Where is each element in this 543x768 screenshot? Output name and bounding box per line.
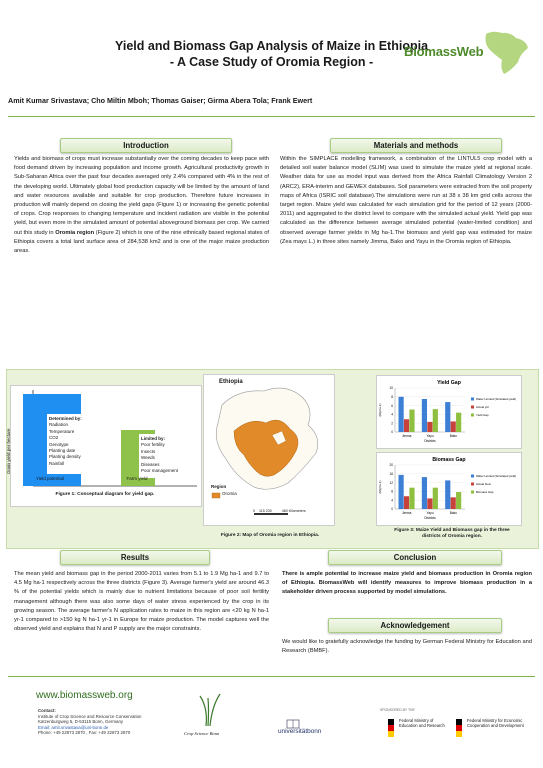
limited-by-title: Limited by: bbox=[141, 436, 166, 441]
contact-title: Contact: bbox=[38, 708, 56, 713]
y-tick-label: 8 bbox=[391, 489, 393, 494]
determined-by-item: Genotype bbox=[49, 441, 69, 447]
introduction-body: Yields and biomass of crops must increase substantially over the coming decades to keep pace with food demand driven by increasing population and income growth. Agricultural productivity growth in Sub-Saharan Africa over the past four decades averaged only 2.4% compared with 4% in the rest of the developing world. Ultimately global food production capacity will be limited by the amount of land and water resources available and suitable for crop production. Therefore future increases in production will mainly depend on closing the yield gaps (Figure 1) or increasing the genetic potential of crops. Crop responses to changing temperature and incident radiation are visible in the potential yield, but even more in the simulated amount of potential aboveground biomass per crop. We carried out this study in bbox=[14, 156, 269, 236]
bar bbox=[451, 497, 456, 509]
y-tick-label: 20 bbox=[389, 463, 393, 468]
legend-swatch bbox=[471, 491, 474, 494]
acknowledgement-text: We would like to gratefully acknowledge the funding by German Federal Ministry for Education and Research (BMBF). bbox=[282, 639, 532, 655]
methods-heading: Materials and methods bbox=[330, 138, 502, 153]
bar bbox=[399, 475, 404, 509]
yield-potential-label: Yield potential bbox=[35, 476, 65, 481]
bar bbox=[445, 402, 450, 432]
y-axis-label: (Mg ha-1) bbox=[378, 403, 382, 417]
figure1-ylabel bbox=[4, 398, 14, 478]
crop-science-logo bbox=[178, 690, 248, 734]
legend-label: Water Limited (Simulated yield) bbox=[476, 474, 517, 478]
figure3-caption-line2: districts of Oromia region. bbox=[422, 534, 482, 539]
bar bbox=[445, 480, 450, 509]
y-tick-label: 12 bbox=[389, 480, 393, 485]
introduction-bold: Oromia region bbox=[55, 229, 95, 236]
y-tick-label: 0 bbox=[391, 430, 393, 435]
y-tick-label: 4 bbox=[391, 412, 393, 417]
y-tick-label: 10 bbox=[389, 386, 393, 391]
legend-label: Water Limited (Simulated yield) bbox=[476, 397, 517, 401]
introduction-text bbox=[14, 155, 269, 256]
y-tick-label: 8 bbox=[391, 395, 393, 399]
chart-title: Biomass Gap bbox=[432, 457, 466, 463]
ministry1-text: Federal Ministry of Education and Research bbox=[399, 718, 445, 728]
german-flag-icon-2 bbox=[456, 719, 462, 737]
contact-line[interactable]: Email: amit.srivastava@uni-bonn.de bbox=[38, 724, 109, 730]
bar bbox=[404, 496, 409, 509]
y-axis-label: (Mg ha-1) bbox=[378, 480, 382, 494]
limited-by-item: Poor management bbox=[141, 468, 179, 474]
figure3-caption-line1: Figure 3: Maize Yield and Biomass gap in the three bbox=[394, 528, 510, 533]
y-tick-label: 16 bbox=[389, 472, 393, 476]
acknowledgement-heading: Acknowledgement bbox=[328, 618, 502, 633]
sponsored-label: SPONSORED BY THE bbox=[380, 708, 415, 712]
bar bbox=[422, 477, 427, 509]
website-link[interactable]: www.biomassweb.org bbox=[36, 690, 133, 701]
bar bbox=[427, 422, 432, 432]
bar bbox=[427, 498, 432, 509]
map-legend-item: Oromia bbox=[222, 491, 237, 496]
conclusion-heading: Conclusion bbox=[328, 550, 502, 565]
introduction-tail: (Figure 2) which is one of the nine ethnically based regional states of Ethiopia covers a total land surface area of 284,538 km2 and is one of the major maize production areas. bbox=[14, 229, 269, 255]
bar bbox=[422, 399, 427, 432]
figure1-ylabel-text: Grain yield per hectare bbox=[6, 428, 11, 474]
bar bbox=[409, 410, 414, 432]
footer-rule bbox=[8, 676, 535, 677]
farm-yield-label: Farm yield bbox=[126, 476, 148, 481]
x-axis-label: Districts bbox=[424, 516, 436, 520]
ministry2-text: Federal Ministry for Economic Cooperation and Development bbox=[467, 718, 524, 728]
determined-by-item: Temperature bbox=[49, 428, 75, 434]
limited-by-item: Poor fertility bbox=[141, 442, 165, 448]
legend-label: Biomass Gap bbox=[476, 490, 494, 494]
conclusion-text: There is ample potential to increase maize yield and biomass production in Oromia region of Ethiopia. BiomassWeb will identify measures to improve biomass production in a stakeholder driven process supported by model simulations. bbox=[282, 571, 532, 596]
bar bbox=[404, 419, 409, 432]
figure1-caption: Figure 1: Conceptual diagram for yield gap. bbox=[55, 492, 155, 497]
limited-by-item: Insects bbox=[141, 448, 156, 454]
determined-by-item: Planting date bbox=[49, 448, 76, 454]
biomass-gap-svg bbox=[377, 453, 521, 525]
x-tick-label: Jimma bbox=[401, 511, 412, 515]
contact-line: Katzenburgweg 5, D-53115 Bonn, Germany bbox=[38, 719, 124, 725]
bar bbox=[456, 492, 461, 509]
bar bbox=[399, 397, 404, 432]
limited-by-item: Diseases bbox=[141, 461, 160, 467]
map-legend-title: Region bbox=[211, 484, 227, 489]
limited-by-item: Weeds bbox=[141, 455, 155, 461]
bar bbox=[409, 488, 414, 509]
legend-swatch bbox=[471, 483, 474, 486]
bar bbox=[451, 421, 456, 432]
x-tick-label: Bako bbox=[449, 511, 457, 515]
limited-by-box bbox=[141, 436, 195, 474]
x-tick-label: Yayu bbox=[426, 511, 434, 515]
crop-science-text: Crop Science Bonn bbox=[184, 731, 220, 736]
title-line-1: Yield and Biomass Gap Analysis of Maize in Ethiopia bbox=[114, 39, 429, 53]
header-rule bbox=[8, 116, 535, 117]
x-tick-label: Jimma bbox=[401, 434, 412, 438]
figure2-map bbox=[203, 374, 335, 526]
map-title: Ethiopia bbox=[219, 379, 243, 385]
y-tick-label: 0 bbox=[391, 507, 393, 512]
legend-label: Yield Gap bbox=[476, 413, 489, 417]
figure2-caption: Figure 2: Map of Oromia region in Ethiopia. bbox=[220, 533, 320, 538]
bar bbox=[456, 413, 461, 432]
y-tick-label: 2 bbox=[391, 421, 393, 426]
unibonn-crest-icon bbox=[286, 716, 300, 726]
x-tick-label: Yayu bbox=[426, 434, 434, 438]
german-flag-icon bbox=[388, 719, 394, 737]
determined-by-item: Radiation bbox=[49, 422, 69, 428]
determined-by-box bbox=[49, 416, 99, 467]
legend-swatch bbox=[471, 475, 474, 478]
map-scale: 0 115 230 460 Kilometers bbox=[253, 509, 306, 513]
figure3-caption bbox=[372, 528, 532, 540]
contact-line: Institute of Crop Science and Resource Conservation bbox=[38, 713, 142, 719]
legend-swatch bbox=[471, 398, 474, 401]
legend-swatch bbox=[471, 414, 474, 417]
determined-by-item: Rainfall bbox=[49, 460, 65, 466]
results-heading: Results bbox=[60, 550, 210, 565]
legend-swatch bbox=[471, 406, 474, 409]
logo-text: BiomassWeb bbox=[404, 44, 484, 59]
authors: Amit Kumar Srivastava; Cho Miltin Mboh; Thomas Gaiser; Girma Abera Tola; Frank Ewert bbox=[8, 96, 313, 105]
x-tick-label: Bako bbox=[449, 434, 457, 438]
determined-by-item: CO2 bbox=[49, 435, 59, 441]
contact-block bbox=[38, 708, 148, 736]
contact-line: Phone: +49 22873 2870 , Fax: +49 22873 2870 bbox=[38, 730, 131, 736]
results-text: The mean yield and biomass gap in the period 2000-2011 varies from 5.1 to 1.9 Mg ha-1 and 9.7 to 4.5 Mg ha-1 respectively across the three districts (Figure 3). Average farmer's yield are around 46.3 % of the potential yields which is mainly due to nutrient limitations because of poor soil fertility management although there was also some days of water stress experienced by the crop in its growing season. The average farmer's N application rates to maize in this region are <20 kg N ha-1 yr-1 compared to >150 kg N ha-1 yr-1 in Europe for maize production. The model captures well the observed yield and explains that N and P supply are the major constraints. bbox=[14, 571, 269, 633]
unibonn-text: universitätbonn bbox=[278, 728, 322, 735]
bar bbox=[433, 409, 438, 432]
yield-gap-chart bbox=[376, 375, 522, 449]
x-axis-label: Districts bbox=[424, 439, 436, 443]
biomass-gap-chart bbox=[376, 452, 522, 526]
determined-by-item: Planting density bbox=[49, 454, 81, 460]
chart-title: Yield Gap bbox=[437, 380, 461, 386]
determined-by-title: Determined by: bbox=[49, 416, 82, 421]
yield-gap-svg bbox=[377, 376, 521, 448]
y-tick-label: 6 bbox=[391, 403, 393, 408]
legend-label: Actual yld bbox=[476, 405, 489, 409]
y-tick-label: 4 bbox=[391, 498, 393, 503]
legend-label: Actual biom bbox=[476, 482, 492, 486]
title-line-2: - A Case Study of Oromia Region - bbox=[169, 55, 374, 69]
introduction-heading: Introduction bbox=[60, 138, 232, 153]
bar bbox=[433, 488, 438, 509]
methods-text: Within the SIMPLACE modelling framework, a combination of the LINTUL5 crop model with a detailed soil water balance model (SLIM) was used to simulate the maize yield at regional scale. Weather data for use as model input was derived from the Africa Rainfall Climatology Version 2 (ARC2), ERA-interim and GEWEX databases. Soil parameters were extracted from the soil property maps of Africa (ISRIC soil database).The simulations were run at 38 x 38 km grid cells across the target region. Maize yield was calculated for each simulation grid for the period of 12 years (2000-2011) and aggregated to the district level to compare with the simulated actual yield. Yield gap was calculated as the difference between average simulated potential (water-limited condition) and observed average farmer yields in Mg ha-1.The biomass and yield gap was estimated for maize (Zea mays L.) in three sites namely Jimma, Bako and Yayu in the Oromia region of Ethiopia. bbox=[280, 156, 532, 245]
